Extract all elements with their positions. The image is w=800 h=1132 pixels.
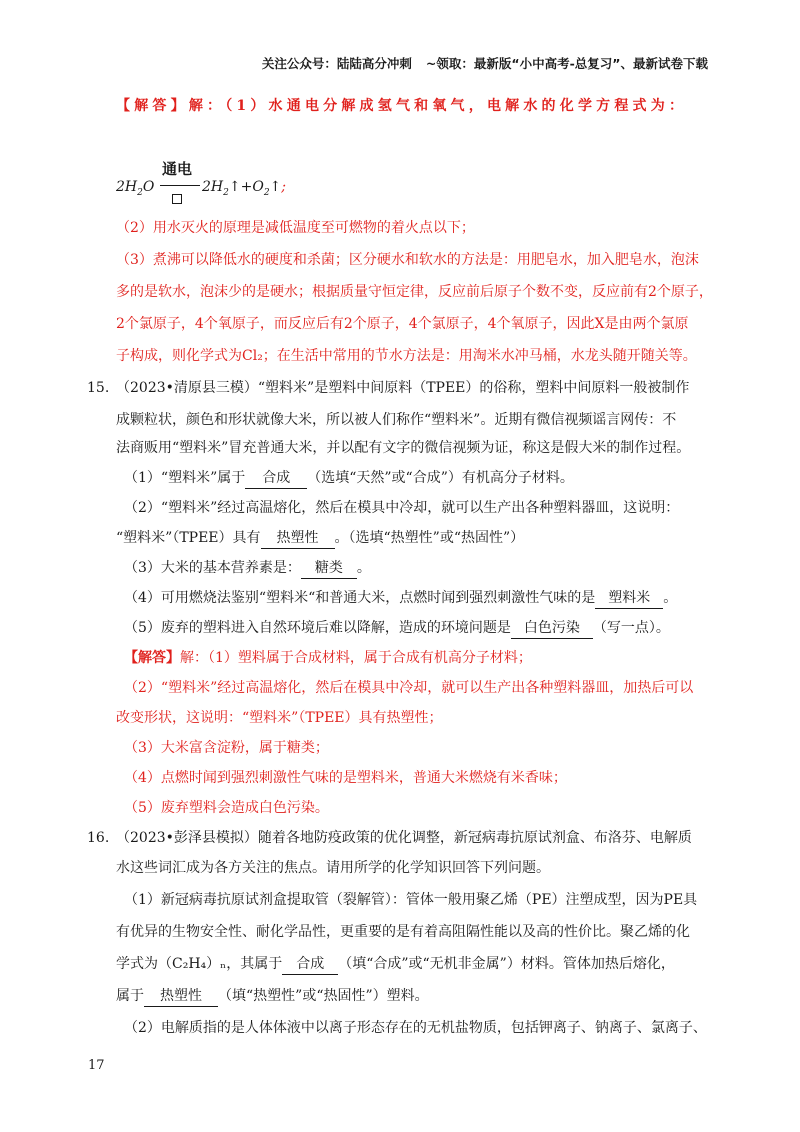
- q14-answer-line2: （2）用水灭火的原理是减低温度至可燃物的着火点以下；: [116, 220, 475, 236]
- q15-answer-line2: （2）“塑料米”经过高温熔化，然后在模具中冷却，就可以生产出各种塑料器皿，加热后可以: [124, 680, 694, 696]
- answer-tag: 【解答】: [116, 98, 189, 114]
- q15-part4: （4）可用燃烧法鉴别“塑料米“和普通大米，点燃时闻到强烈刺激性气味的是 塑料米 。: [124, 588, 724, 609]
- q14-answer-line6: 子构成，则化学式为Cl₂；在生活中常用的节水方法是：用淘米水冲马桶，水龙头随开随关等。: [116, 348, 697, 364]
- q15-answer-line5: （4）点燃时闻到强烈刺激性气味的是塑料米，普通大米燃烧有米香味；: [124, 770, 567, 786]
- q14-answer-line5: 2个氯原子，4个氧原子，而反应后有2个原子，4个氯原子，4个氧原子，因此X是由两个氯原: [116, 316, 689, 332]
- q15-part2-line1: （2）“塑料米”经过高温熔化，然后在模具中冷却，就可以生产出各种塑料器皿，这说明：: [124, 500, 680, 516]
- q16-part2-line1: （2）电解质指的是人体体液中以离子形态存在的无机盐物质，包括钾离子、钠离子、氯离子、: [124, 1020, 707, 1036]
- q15-part2-line2: “塑料米”（TPEE）具有 热塑性 。（选填“热塑性”或“热固性”）: [116, 528, 716, 549]
- q14-answer-line1: 【解答】解：（1）水通电分解成氢气和氧气，电解水的化学方程式为：: [116, 98, 688, 114]
- q15-part5: （5）废弃的塑料进入自然环境后难以降解，造成的环境问题是 白色污染 （写一点）。: [124, 618, 724, 639]
- q16-part1-line4: 属于 热塑性 （填“热塑性”或“热固性”）塑料。: [116, 986, 716, 1007]
- q14-answer-line4: 多的是软水，泡沫少的是硬水；根据质量守恒定律，反应前后原子个数不变，反应前有2个原子，: [116, 284, 713, 300]
- page-number: 17: [88, 1058, 105, 1073]
- q15-line1: （2023•清原县三模）“塑料米”是塑料中间原料（TPEE）的俗称，塑料中间原料一般被制作: [116, 380, 690, 396]
- q15-part1: （1）“塑料米”属于 合成 （选填“天然”或“合成”）有机高分子材料。: [124, 468, 724, 489]
- chemical-equation: [116, 160, 416, 210]
- answer-blank: 糖类: [301, 558, 357, 579]
- q15-answer-line3: 改变形状，这说明：“塑料米”（TPEE）具有热塑性；: [116, 710, 443, 726]
- equation-arrow-bar: [160, 185, 200, 186]
- q15-answer-line4: （3）大米富含淀粉，属于糖类；: [124, 740, 329, 756]
- answer-blank: 热塑性: [261, 528, 335, 549]
- header-left: 关注公众号：陆陆高分冲刺: [261, 56, 412, 71]
- q15-part3: （3）大米的基本营养素是： 糖类 。: [124, 558, 724, 579]
- q15-line2: 成颗粒状，颜色和形状就像大米，所以被人们称作“塑料米”。近期有微信视频谣言网传：不: [116, 412, 677, 428]
- q16-line2: 水这些词汇成为各方关注的焦点。请用所学的化学知识回答下列问题。: [116, 860, 550, 876]
- q15-answer-line1: 【解答】解：（1）塑料属于合成材料，属于合成有机高分子材料；: [124, 650, 532, 666]
- answer-tag: 【解答】: [124, 650, 180, 666]
- page-header: [262, 54, 708, 72]
- q16-part1-line2: 有优异的生物安全性、耐化学品性，更重要的是有着高阻隔性能以及高的性价比。聚乙烯的化: [116, 924, 690, 940]
- q15-line3: 法商贩用“塑料米”冒充普通大米，并以配有文字的微信视频为证，称这是假大米的制作过程。: [116, 440, 691, 456]
- q15-number: 15.: [87, 380, 110, 396]
- header-right: ~领取：最新版“小中高考-总复习”、最新试卷下载: [425, 56, 708, 71]
- q16-part1-line3: 学式为（C₂H₄）ₙ，其属于 合成 （填“合成”或“无机非金属”）材料。管体加热后熔化，: [116, 954, 716, 975]
- equation-products: $2H_2↑+O_2↑$;: [202, 179, 286, 198]
- answer-blank: 合成: [245, 468, 307, 489]
- answer-blank: 热塑性: [144, 986, 218, 1007]
- q14-answer-line3: （3）煮沸可以降低水的硬度和杀菌；区分硬水和软水的方法是：用肥皂水，加入肥皂水，泡沫: [116, 252, 699, 268]
- q16-number: 16.: [87, 830, 110, 846]
- equation-condition: 通电: [162, 160, 193, 178]
- answer-blank: 白色污染: [511, 618, 593, 639]
- q16-line1: （2023•彭泽县模拟）随着各地防疫政策的优化调整，新冠病毒抗原试剂盒、布洛芬、电解质: [116, 830, 692, 846]
- q16-part1-line1: （1）新冠病毒抗原试剂盒提取管（裂解管）：管体一般用聚乙烯（PE）注塑成型，因为PE具: [124, 892, 698, 908]
- q15-answer-line6: （5）废弃塑料会造成白色污染。: [124, 800, 329, 816]
- equation-reactant: $2H_2O$: [116, 179, 155, 198]
- answer-blank: 塑料米: [595, 588, 663, 609]
- equation-placeholder-box: [172, 194, 182, 204]
- answer-blank: 合成: [282, 954, 338, 975]
